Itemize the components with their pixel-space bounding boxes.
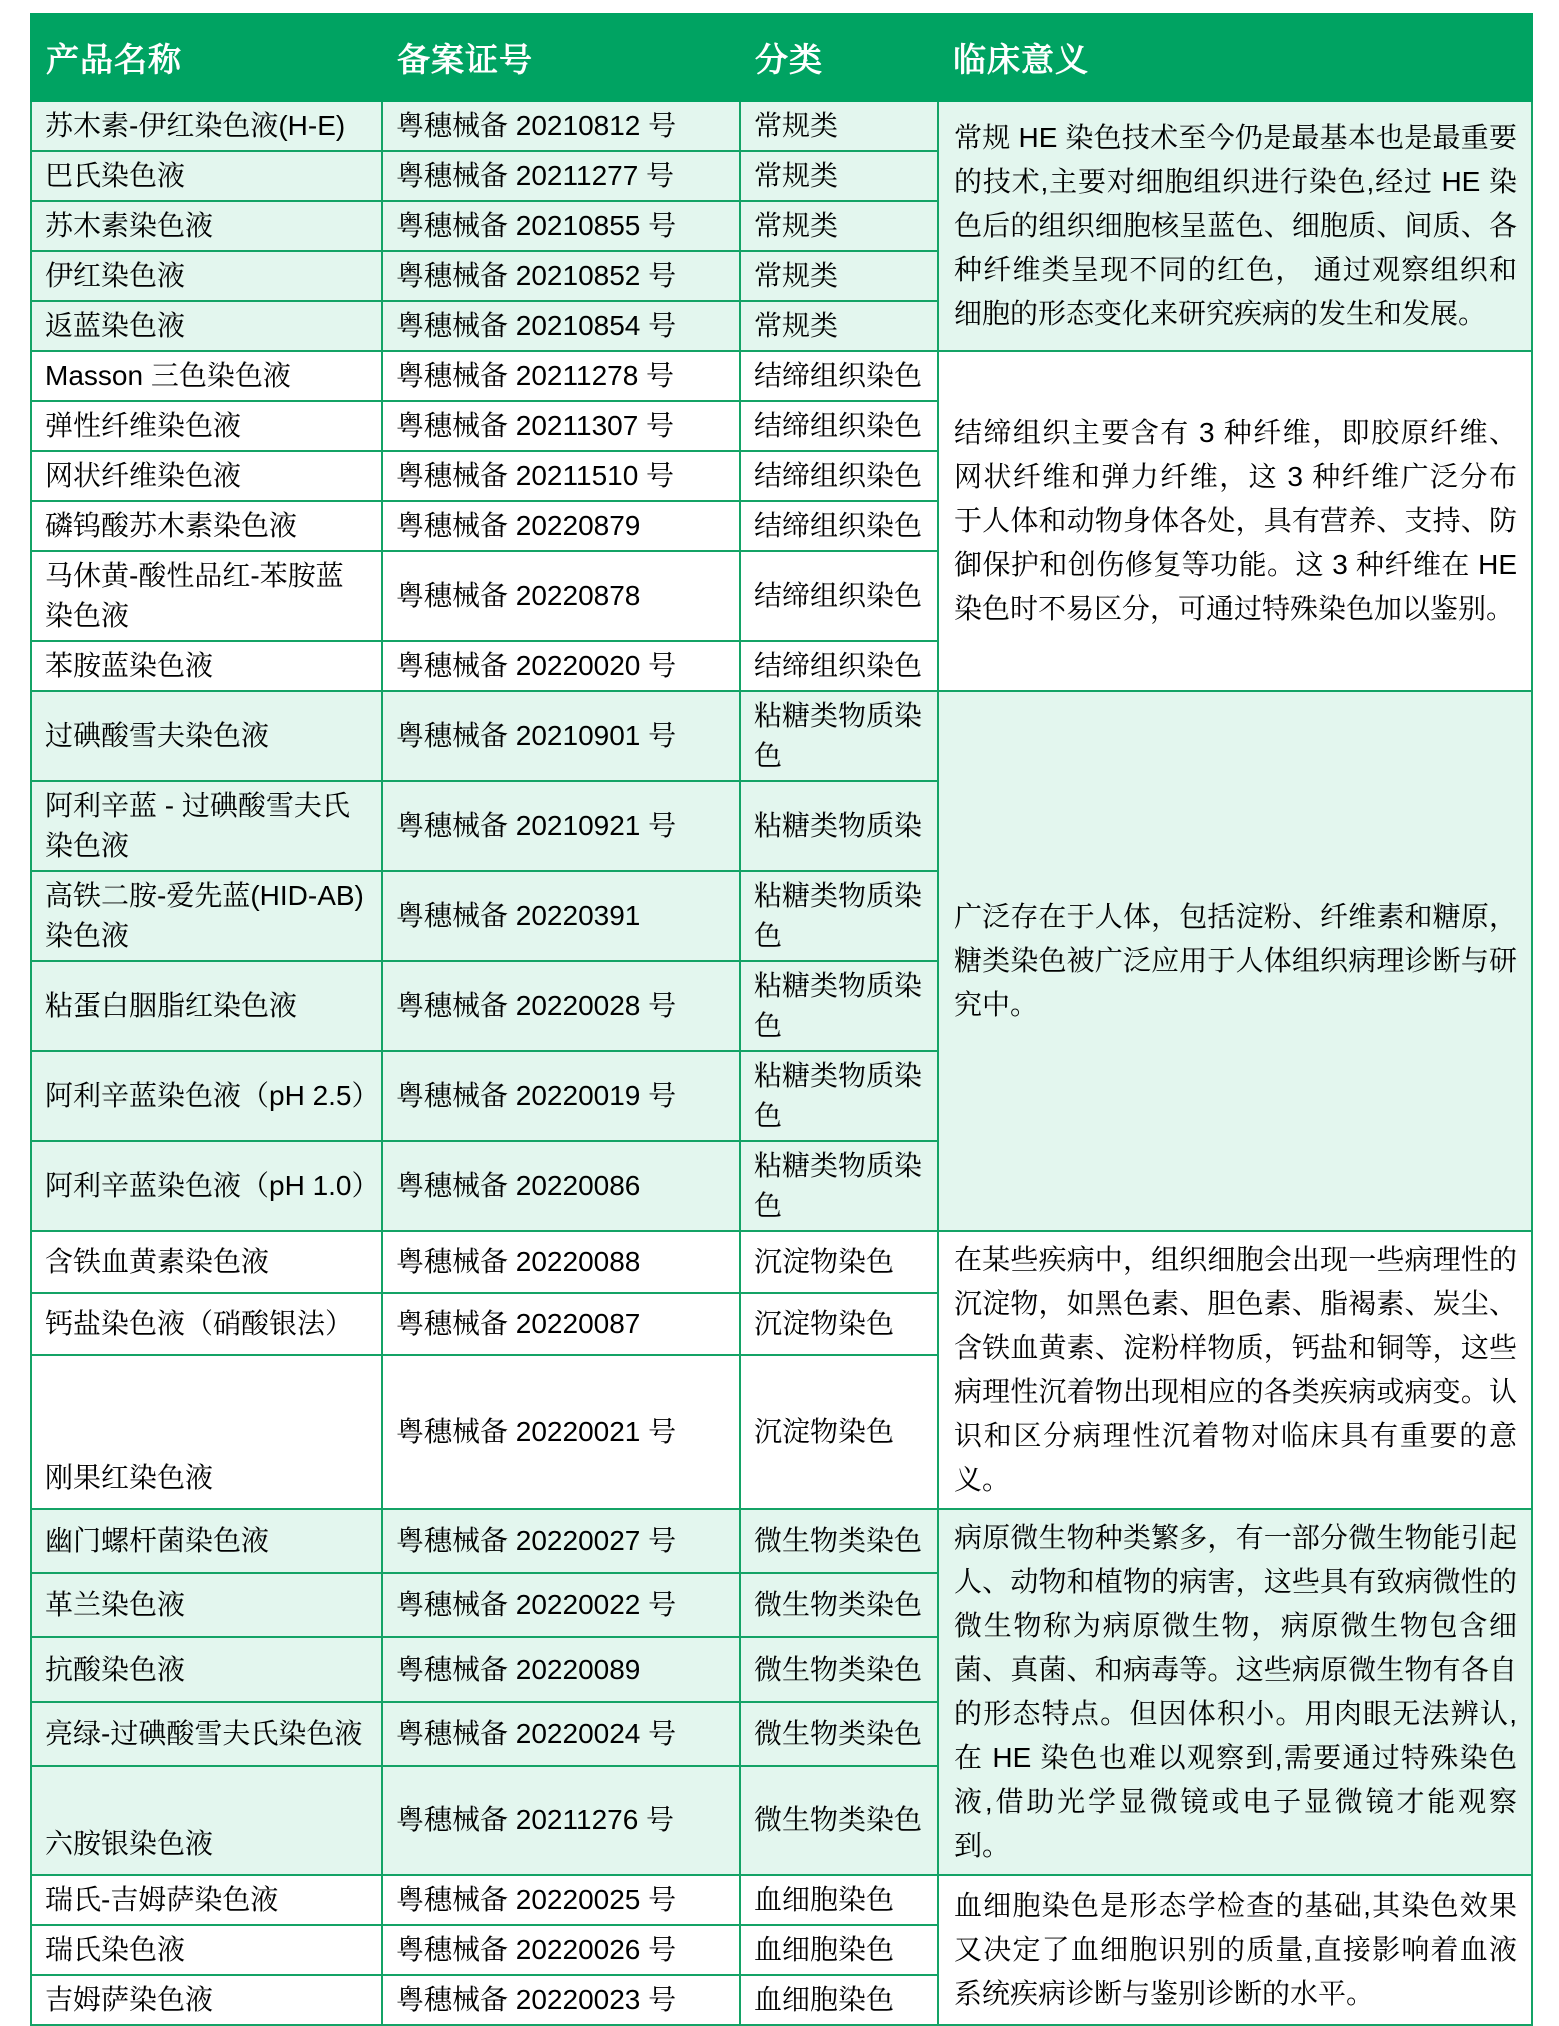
category-cell: 结缔组织染色	[740, 451, 938, 501]
category-cell: 粘糖类物质染色	[740, 961, 938, 1051]
registration-number-cell: 粤穗械备 20220024 号	[382, 1702, 740, 1766]
product-name-cell: 瑞氏-吉姆萨染色液	[31, 1875, 382, 1925]
product-name-cell: 幽门螺杆菌染色液	[31, 1509, 382, 1573]
category-cell: 血细胞染色	[740, 1875, 938, 1925]
category-cell: 结缔组织染色	[740, 501, 938, 551]
registration-number-cell: 粤穗械备 20210901 号	[382, 691, 740, 781]
category-cell: 结缔组织染色	[740, 551, 938, 641]
product-name-cell: 含铁血黄素染色液	[31, 1231, 382, 1293]
product-name-cell: 阿利辛蓝染色液（pH 2.5）	[31, 1051, 382, 1141]
registration-number-cell: 粤穗械备 20220391	[382, 871, 740, 961]
registration-number-cell: 粤穗械备 20220879	[382, 501, 740, 551]
registration-number-cell: 粤穗械备 20220019 号	[382, 1051, 740, 1141]
category-cell: 粘糖类物质染色	[740, 871, 938, 961]
table-header	[31, 14, 1532, 101]
registration-number-cell: 粤穗械备 20220086	[382, 1141, 740, 1231]
product-name-cell: 钙盐染色液（硝酸银法）	[31, 1293, 382, 1355]
product-name-cell: 苏木素染色液	[31, 201, 382, 251]
product-name-cell: 高铁二胺-爱先蓝(HID-AB)染色液	[31, 871, 382, 961]
category-cell: 结缔组织染色	[740, 351, 938, 401]
clinical-significance-cell: 病原微生物种类繁多，有一部分微生物能引起人、动物和植物的病害，这些具有致病微性的微生物称为病原微生物，病原微生物包含细菌、真菌、和病毒等。这些病原微生物有各自的形态特点。但因体积小。用肉眼无法辨认,在 HE 染色也难以观察到,需要通过特殊染色液,借助光学显微镜或电子显微镜才能观察到。	[938, 1509, 1532, 1875]
product-table-container	[30, 13, 1531, 2026]
product-registration-table	[30, 13, 1533, 2026]
registration-number-cell: 粤穗械备 20220088	[382, 1231, 740, 1293]
product-name-cell: 瑞氏染色液	[31, 1925, 382, 1975]
product-name-cell: 苯胺蓝染色液	[31, 641, 382, 691]
category-cell: 沉淀物染色	[740, 1231, 938, 1293]
category-cell: 粘糖类物质染色	[740, 1141, 938, 1231]
table-row	[31, 101, 1532, 151]
product-name-cell: 革兰染色液	[31, 1573, 382, 1637]
product-name-cell: 抗酸染色液	[31, 1637, 382, 1701]
category-cell: 微生物类染色	[740, 1766, 938, 1875]
category-cell: 粘糖类物质染	[740, 781, 938, 871]
registration-number-cell: 粤穗械备 20211276 号	[382, 1766, 740, 1875]
category-cell: 常规类	[740, 101, 938, 151]
product-name-cell: 巴氏染色液	[31, 151, 382, 201]
product-name-cell: 苏木素-伊红染色液(H-E)	[31, 101, 382, 151]
table-row	[31, 351, 1532, 401]
product-name-cell: 网状纤维染色液	[31, 451, 382, 501]
registration-number-cell: 粤穗械备 20220087	[382, 1293, 740, 1355]
category-cell: 粘糖类物质染色	[740, 691, 938, 781]
product-name-cell: 磷钨酸苏木素染色液	[31, 501, 382, 551]
registration-number-cell: 粤穗械备 20220023 号	[382, 1975, 740, 2025]
product-name-cell: 返蓝染色液	[31, 301, 382, 351]
product-name-cell: 弹性纤维染色液	[31, 401, 382, 451]
registration-number-cell: 粤穗械备 20210855 号	[382, 201, 740, 251]
registration-number-cell: 粤穗械备 20220089	[382, 1637, 740, 1701]
table-row	[31, 1231, 1532, 1293]
category-cell: 常规类	[740, 151, 938, 201]
registration-number-cell: 粤穗械备 20211510 号	[382, 451, 740, 501]
col-header-product-name: 产品名称	[31, 14, 382, 101]
product-name-cell: 六胺银染色液	[31, 1766, 382, 1875]
category-cell: 沉淀物染色	[740, 1355, 938, 1509]
registration-number-cell: 粤穗械备 20211307 号	[382, 401, 740, 451]
header-row	[31, 14, 1532, 101]
registration-number-cell: 粤穗械备 20220028 号	[382, 961, 740, 1051]
registration-number-cell: 粤穗械备 20210921 号	[382, 781, 740, 871]
registration-number-cell: 粤穗械备 20220025 号	[382, 1875, 740, 1925]
category-cell: 沉淀物染色	[740, 1293, 938, 1355]
category-cell: 微生物类染色	[740, 1637, 938, 1701]
category-cell: 微生物类染色	[740, 1509, 938, 1573]
registration-number-cell: 粤穗械备 20220878	[382, 551, 740, 641]
registration-number-cell: 粤穗械备 20220021 号	[382, 1355, 740, 1509]
product-name-cell: 过碘酸雪夫染色液	[31, 691, 382, 781]
clinical-significance-cell: 血细胞染色是形态学检查的基础,其染色效果又决定了血细胞识别的质量,直接影响着血液系统疾病诊断与鉴别诊断的水平。	[938, 1875, 1532, 2025]
product-name-cell: 亮绿-过碘酸雪夫氏染色液	[31, 1702, 382, 1766]
table-row	[31, 1509, 1532, 1573]
category-cell: 血细胞染色	[740, 1975, 938, 2025]
table-body	[31, 101, 1532, 2025]
category-cell: 结缔组织染色	[740, 641, 938, 691]
registration-number-cell: 粤穗械备 20220026 号	[382, 1925, 740, 1975]
product-name-cell: 粘蛋白胭脂红染色液	[31, 961, 382, 1051]
category-cell: 常规类	[740, 201, 938, 251]
registration-number-cell: 粤穗械备 20210852 号	[382, 251, 740, 301]
table-row	[31, 691, 1532, 781]
product-name-cell: 阿利辛蓝染色液（pH 1.0）	[31, 1141, 382, 1231]
registration-number-cell: 粤穗械备 20211278 号	[382, 351, 740, 401]
col-header-registration-number: 备案证号	[382, 14, 740, 101]
registration-number-cell: 粤穗械备 20210854 号	[382, 301, 740, 351]
category-cell: 常规类	[740, 301, 938, 351]
category-cell: 血细胞染色	[740, 1925, 938, 1975]
product-name-cell: 刚果红染色液	[31, 1355, 382, 1509]
product-name-cell: 阿利辛蓝 - 过碘酸雪夫氏染色液	[31, 781, 382, 871]
col-header-category: 分类	[740, 14, 938, 101]
registration-number-cell: 粤穗械备 20220020 号	[382, 641, 740, 691]
product-name-cell: 伊红染色液	[31, 251, 382, 301]
category-cell: 微生物类染色	[740, 1702, 938, 1766]
table-row	[31, 1875, 1532, 1925]
col-header-clinical-significance: 临床意义	[938, 14, 1532, 101]
category-cell: 结缔组织染色	[740, 401, 938, 451]
registration-number-cell: 粤穗械备 20220022 号	[382, 1573, 740, 1637]
product-name-cell: 吉姆萨染色液	[31, 1975, 382, 2025]
product-name-cell: Masson 三色染色液	[31, 351, 382, 401]
registration-number-cell: 粤穗械备 20220027 号	[382, 1509, 740, 1573]
category-cell: 微生物类染色	[740, 1573, 938, 1637]
category-cell: 常规类	[740, 251, 938, 301]
clinical-significance-cell: 常规 HE 染色技术至今仍是最基本也是最重要的技术,主要对细胞组织进行染色,经过 HE 染色后的组织细胞核呈蓝色、细胞质、间质、各种纤维类呈现不同的红色， 通过观察组织和细胞的形态变化来研究疾病的发生和发展。	[938, 101, 1532, 351]
product-name-cell: 马休黄-酸性品红-苯胺蓝染色液	[31, 551, 382, 641]
clinical-significance-cell: 广泛存在于人体，包括淀粉、纤维素和糖原，糖类染色被广泛应用于人体组织病理诊断与研究中。	[938, 691, 1532, 1231]
category-cell: 粘糖类物质染色	[740, 1051, 938, 1141]
registration-number-cell: 粤穗械备 20211277 号	[382, 151, 740, 201]
clinical-significance-cell: 在某些疾病中，组织细胞会出现一些病理性的沉淀物，如黑色素、胆色素、脂褐素、炭尘、含铁血黄素、淀粉样物质，钙盐和铜等，这些病理性沉着物出现相应的各类疾病或病变。认识和区分病理性沉着物对临床具有重要的意义。	[938, 1231, 1532, 1509]
clinical-significance-cell: 结缔组织主要含有 3 种纤维，即胶原纤维、网状纤维和弹力纤维，这 3 种纤维广泛分布于人体和动物身体各处，具有营养、支持、防御保护和创伤修复等功能。这 3 种纤维在 HE 染色时不易区分，可通过特殊染色加以鉴别。	[938, 351, 1532, 691]
registration-number-cell: 粤穗械备 20210812 号	[382, 101, 740, 151]
